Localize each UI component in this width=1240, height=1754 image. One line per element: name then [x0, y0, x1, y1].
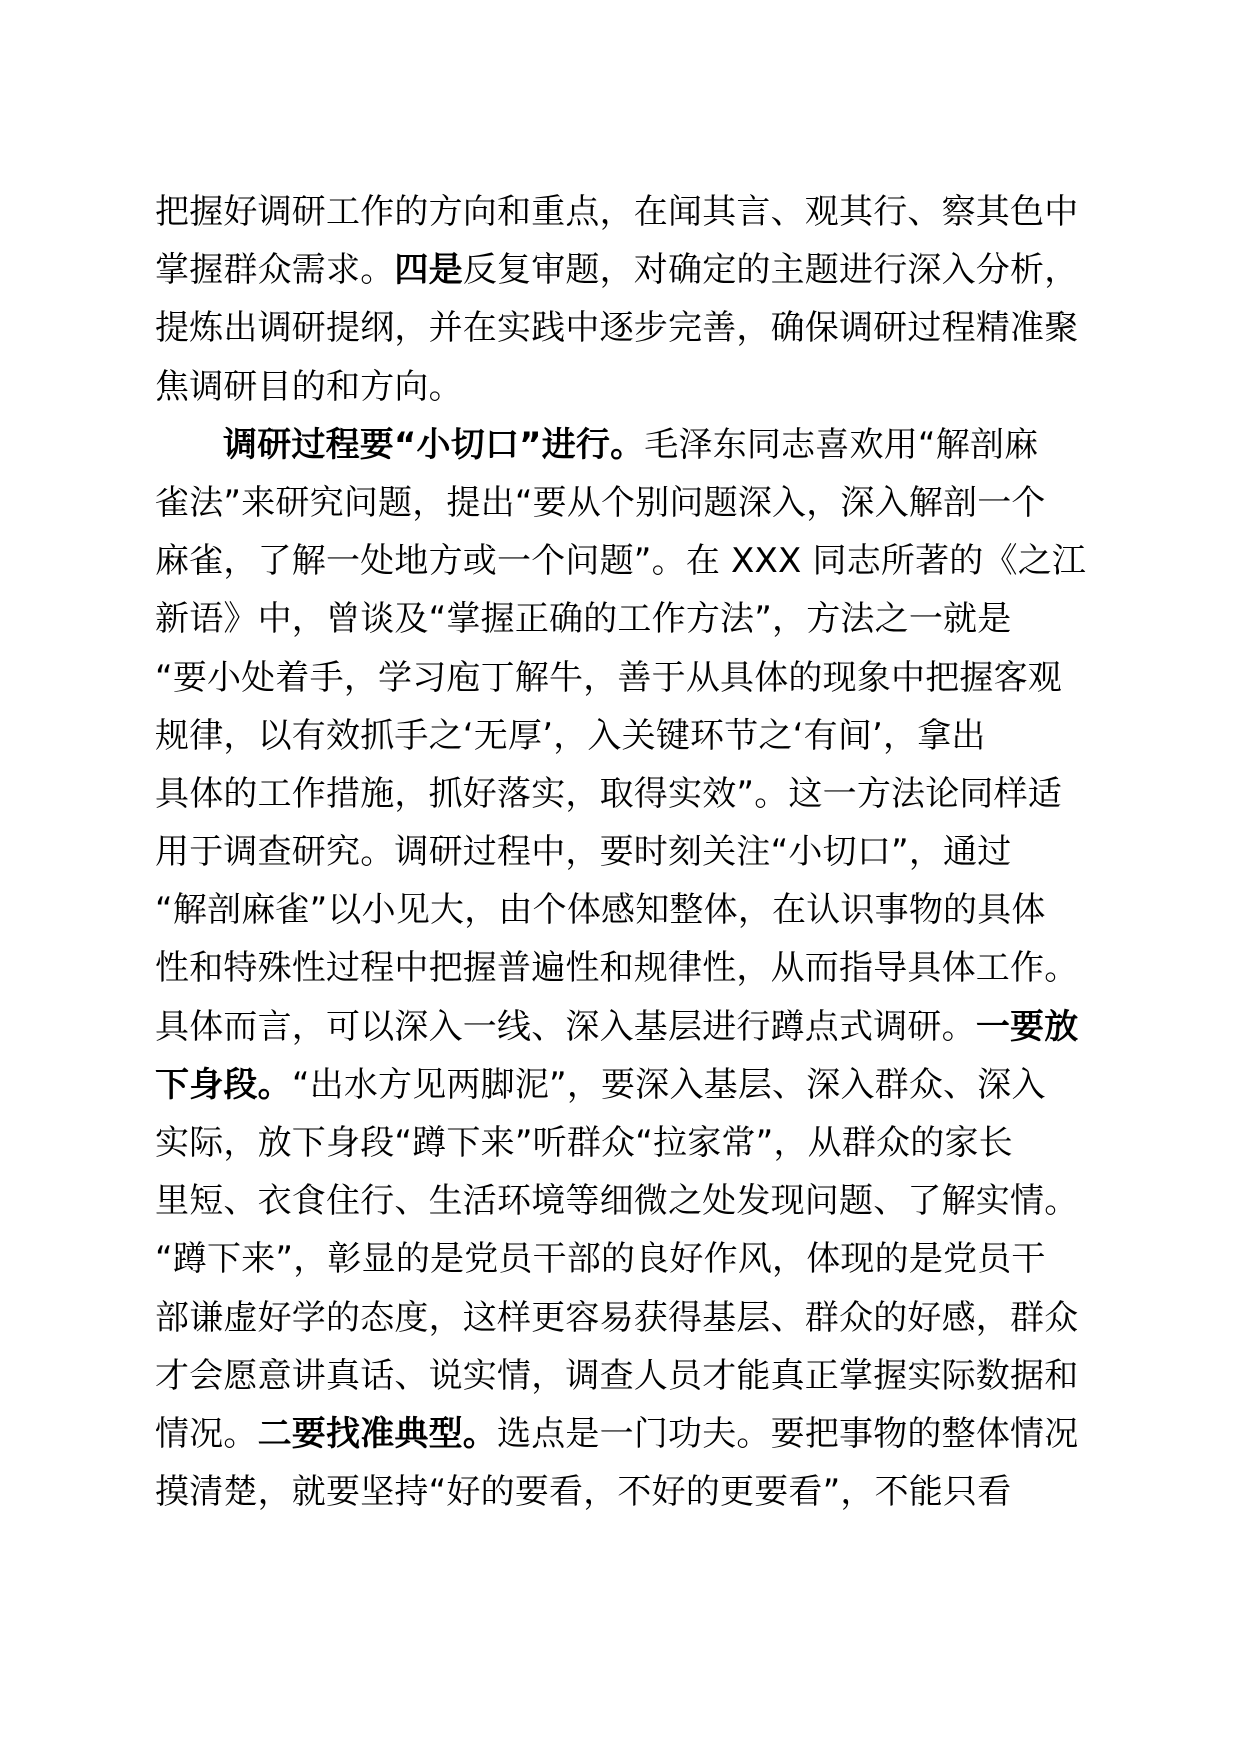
paragraph-2-line-17: 才会愿意讲真话、说实情，调查人员才能真正掌握实际数据和 [155, 1355, 1079, 1396]
paragraph-2-line-13: 实际，放下身段“蹲下来”听群众“拉家常”，从群众的家长 [155, 1123, 1013, 1163]
paragraph-2-line-15: “蹲下来”，彰显的是党员干部的良好作风，体现的是党员干 [155, 1239, 1046, 1280]
paragraph-2-line-1 [155, 416, 1075, 474]
paragraph-2-line-6: 规律，以有效抓手之‘无厚’，入关键环节之‘有间’，拿出 [155, 715, 986, 756]
paragraph-2-line-19: 摸清楚，就要坚持“好的要看，不好的更要看”，不能只看 [155, 1472, 1012, 1513]
bold-run-second-point: 二要找准典型。 [257, 1413, 498, 1454]
text-run: 选点是一门功夫。要把事物的整体情况 [497, 1413, 1079, 1454]
bold-run-four: 四是 [394, 250, 463, 291]
paragraph-2-line-12 [155, 1056, 1075, 1114]
paragraph-2-line-7: 具体的工作措施，抓好落实，取得实效”。这一方法论同样适 [155, 773, 1063, 814]
paragraph-2-line-4: 新语》中，曾谈及“掌握正确的工作方法”，方法之一就是 [155, 599, 1012, 640]
bold-run-first-point: 一要放 [975, 1006, 1079, 1047]
paragraph-2-line-11 [155, 998, 1079, 1056]
paragraph-1-line-1: 把握好调研工作的方向和重点，在闻其言、观其行、察其色中 [155, 192, 1079, 232]
paragraph-1-line-4: 焦调研目的和方向。 [155, 366, 463, 407]
paragraph-1-line-3: 提炼出调研提纲，并在实践中逐步完善，确保调研过程精准聚 [155, 308, 1079, 349]
text-run: 反复审题，对确定的主题进行深入分析， [462, 250, 1079, 291]
paragraph-2 [155, 416, 1087, 1522]
text-run: 掌握群众需求。 [155, 250, 395, 291]
paragraph-2-line-16: 部谦虚好学的态度，这样更容易获得基层、群众的好感，群众 [155, 1297, 1079, 1338]
text-run: “出水方见两脚泥”，要深入基层、深入群众、深入 [291, 1064, 1046, 1105]
paragraph-2-line-10: 性和特殊性过程中把握普遍性和规律性，从而指导具体工作。 [155, 948, 1079, 989]
paragraph-1 [155, 183, 1079, 416]
text-run: 具体而言，可以深入一线、深入基层进行蹲点式调研。 [155, 1006, 976, 1047]
paragraph-2-line-9: “解剖麻雀”以小见大，由个体感知整体，在认识事物的具体 [155, 890, 1046, 931]
paragraph-2-line-18 [155, 1405, 1079, 1463]
paragraph-1-line-2 [155, 241, 1079, 299]
text-run: 情况。 [155, 1413, 258, 1454]
paragraph-2-line-2: 雀法”来研究问题，提出“要从个别问题深入，深入解剖一个 [155, 482, 1046, 523]
paragraph-2-line-5: “要小处着手，学习庖丁解牛，善于从具体的现象中把握客观 [155, 657, 1063, 698]
text-run: 毛泽东同志喜欢用“解剖麻 [644, 424, 1039, 465]
paragraph-2-line-14: 里短、衣食住行、生活环境等细微之处发现问题、了解实情。 [155, 1181, 1079, 1222]
paragraph-2-line-3: 麻雀，了解一处地方或一个问题”。在 XXX 同志所著的《之江 [155, 541, 1087, 582]
section-heading: 调研过程要“小切口”进行。 [223, 424, 645, 465]
bold-run-first-point-cont: 下身段。 [155, 1064, 292, 1105]
paragraph-2-line-8: 用于调查研究。调研过程中，要时刻关注“小切口”，通过 [155, 832, 1012, 873]
document-body [155, 183, 1087, 1521]
